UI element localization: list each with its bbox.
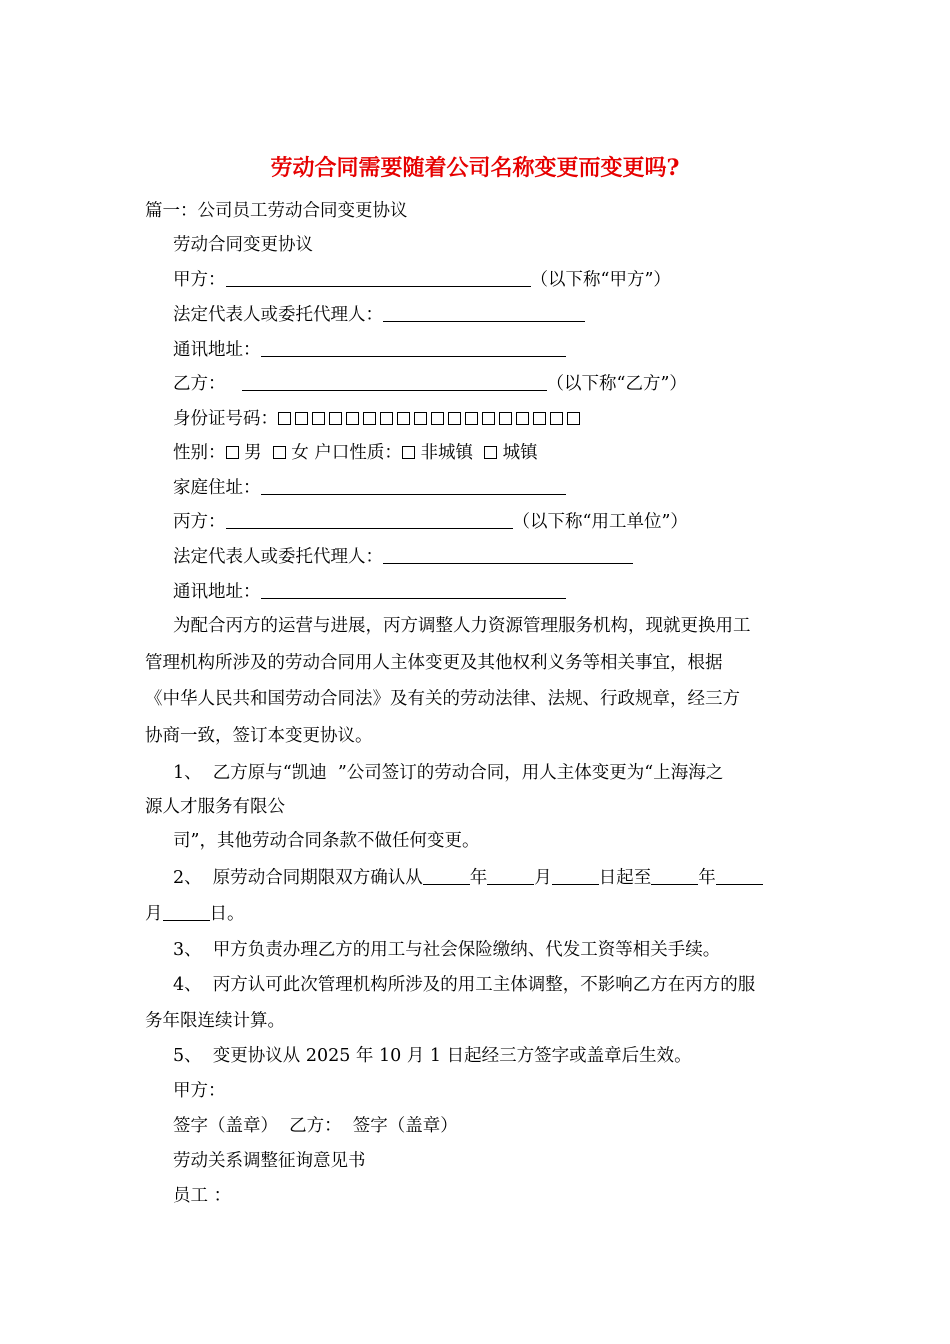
home-addr-blank bbox=[261, 476, 566, 495]
clause-2-prefix: 2、 原劳动合同期限双方确认从 bbox=[173, 868, 423, 888]
clause-4-line-1: 4、 丙方认可此次管理机构所涉及的用工主体调整，不影响乙方在丙方的服 bbox=[173, 975, 756, 995]
rep-c-label: 法定代表人或委托代理人： bbox=[173, 547, 383, 567]
male-checkbox[interactable] bbox=[226, 446, 239, 459]
party-a-suffix: （以下称“甲方”） bbox=[530, 270, 671, 290]
section-heading: 篇一：公司员工劳动合同变更协议 bbox=[145, 201, 408, 221]
clause-2-year: 年 bbox=[469, 868, 488, 888]
id-digit-box[interactable] bbox=[448, 412, 461, 425]
rep-a-label: 法定代表人或委托代理人： bbox=[173, 305, 383, 325]
clause-2-end-year: 年 bbox=[698, 868, 716, 888]
rep-a-blank bbox=[383, 303, 585, 322]
addr-c-label: 通讯地址： bbox=[173, 582, 261, 602]
id-digit-box[interactable] bbox=[363, 412, 376, 425]
hukou-label: 户口性质： bbox=[314, 443, 402, 463]
id-number-label: 身份证号码： bbox=[173, 409, 278, 429]
party-b-blank bbox=[242, 372, 547, 391]
rep-a-line bbox=[173, 302, 585, 328]
id-digit-box[interactable] bbox=[295, 412, 308, 425]
party-c-label: 丙方： bbox=[173, 512, 226, 532]
party-b-label: 乙方： bbox=[173, 374, 226, 394]
party-c-suffix: （以下称“用工单位”） bbox=[512, 512, 688, 532]
sign-party-a: 甲方： bbox=[173, 1081, 226, 1101]
start-year-blank bbox=[423, 866, 470, 885]
party-c-line bbox=[173, 509, 688, 535]
intro-line-3: 《中华人民共和国劳动合同法》及有关的劳动法律、法规、行政规章，经三方 bbox=[145, 689, 740, 709]
id-digit-box[interactable] bbox=[550, 412, 563, 425]
urban-option: 城镇 bbox=[502, 443, 538, 463]
id-digit-box[interactable] bbox=[533, 412, 546, 425]
male-option: 男 bbox=[244, 443, 262, 463]
addr-a-blank bbox=[261, 338, 566, 357]
home-addr-line bbox=[173, 475, 566, 501]
rep-c-blank bbox=[383, 545, 633, 564]
employee-label: 员工 ： bbox=[173, 1186, 232, 1206]
id-digit-box[interactable] bbox=[516, 412, 529, 425]
clause-1-line-2: 源人才服务有限公 bbox=[145, 797, 285, 817]
addr-a-line bbox=[173, 337, 566, 363]
end-day-blank bbox=[163, 902, 210, 921]
end-year-blank bbox=[651, 866, 698, 885]
clause-2-month: 月 bbox=[534, 868, 552, 888]
start-month-blank bbox=[487, 866, 534, 885]
id-digit-box[interactable] bbox=[567, 412, 580, 425]
end-month-blank bbox=[716, 866, 763, 885]
clause-2-end-month: 月 bbox=[145, 904, 163, 924]
consult-title: 劳动关系调整征询意见书 bbox=[173, 1151, 366, 1171]
party-a-blank bbox=[226, 268, 531, 287]
non-urban-checkbox[interactable] bbox=[402, 446, 415, 459]
clause-1-line-3: 司”，其他劳动合同条款不做任何变更。 bbox=[173, 831, 480, 851]
id-digit-box[interactable] bbox=[482, 412, 495, 425]
party-b-line bbox=[173, 371, 687, 397]
intro-line-2: 管理机构所涉及的劳动合同用人主体变更及其他权利义务等相关事宜，根据 bbox=[145, 653, 723, 673]
party-a-line bbox=[173, 267, 671, 293]
clause-1-line-1: 1、 乙方原与“凯迪 ”公司签订的劳动合同，用人主体变更为“上海海之 bbox=[173, 763, 724, 783]
id-digit-box[interactable] bbox=[380, 412, 393, 425]
sign-line: 签字（盖章） 乙方： 签字（盖章） bbox=[173, 1116, 458, 1136]
clause-2-line-1 bbox=[173, 865, 763, 891]
clause-2-line-2 bbox=[145, 901, 245, 927]
clause-3: 3、 甲方负责办理乙方的用工与社会保险缴纳、代发工资等相关手续。 bbox=[173, 940, 721, 960]
non-urban-option: 非城镇 bbox=[420, 443, 473, 463]
addr-a-label: 通讯地址： bbox=[173, 340, 261, 360]
document-title: 劳动合同需要随着公司名称变更而变更吗? bbox=[270, 155, 680, 181]
clause-2-day-end: 日。 bbox=[209, 904, 245, 924]
addr-c-blank bbox=[261, 580, 566, 599]
gender-label: 性别： bbox=[173, 443, 226, 463]
party-c-blank bbox=[226, 510, 513, 529]
id-digit-box[interactable] bbox=[499, 412, 512, 425]
id-digit-box[interactable] bbox=[465, 412, 478, 425]
id-digit-box[interactable] bbox=[278, 412, 291, 425]
id-digit-box[interactable] bbox=[346, 412, 359, 425]
agreement-title: 劳动合同变更协议 bbox=[173, 235, 313, 255]
party-b-suffix: （以下称“乙方”） bbox=[546, 374, 687, 394]
female-checkbox[interactable] bbox=[273, 446, 286, 459]
home-addr-label: 家庭住址： bbox=[173, 478, 261, 498]
urban-checkbox[interactable] bbox=[484, 446, 497, 459]
gender-line bbox=[173, 440, 538, 466]
id-number-boxes bbox=[278, 409, 584, 429]
intro-line-4: 协商一致，签订本变更协议。 bbox=[145, 726, 373, 746]
clause-2-day-from: 日起至 bbox=[598, 868, 652, 888]
clause-5: 5、 变更协议从 2025 年 10 月 1 日起经三方签字或盖章后生效。 bbox=[173, 1046, 692, 1066]
id-digit-box[interactable] bbox=[431, 412, 444, 425]
intro-line-1: 为配合丙方的运营与进展，丙方调整人力资源管理服务机构，现就更换用工 bbox=[173, 616, 751, 636]
id-digit-box[interactable] bbox=[414, 412, 427, 425]
rep-c-line bbox=[173, 544, 633, 570]
party-a-label: 甲方： bbox=[173, 270, 226, 290]
clause-4-line-2: 务年限连续计算。 bbox=[145, 1011, 285, 1031]
id-digit-box[interactable] bbox=[397, 412, 410, 425]
id-number-line bbox=[173, 406, 584, 432]
addr-c-line bbox=[173, 579, 566, 605]
id-digit-box[interactable] bbox=[329, 412, 342, 425]
start-day-blank bbox=[552, 866, 599, 885]
female-option: 女 bbox=[291, 443, 309, 463]
id-digit-box[interactable] bbox=[312, 412, 325, 425]
